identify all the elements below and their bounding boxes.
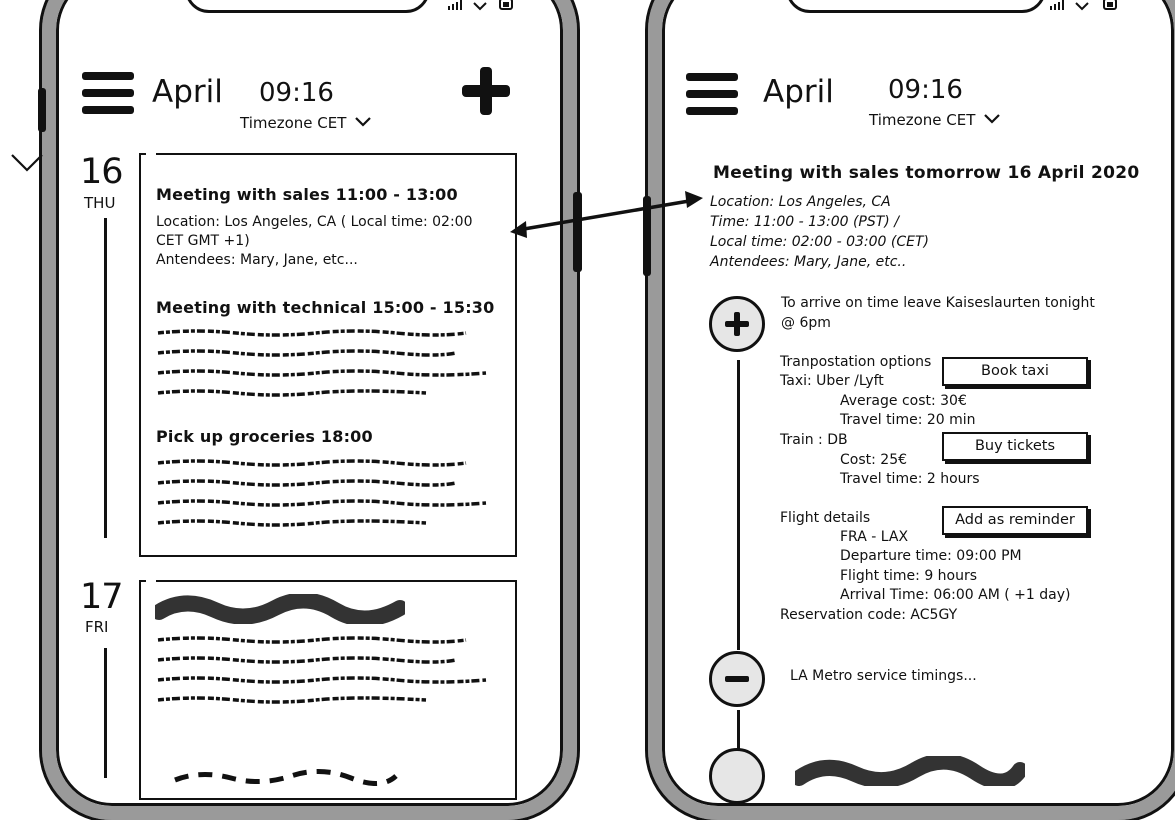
left-phone-side-button [38, 88, 46, 132]
flight-duration: Flight time: 9 hours [840, 568, 978, 584]
transport-heading: Tranpostation options [780, 354, 932, 370]
right-status-time [704, 0, 751, 1]
expand-plus-icon[interactable] [709, 296, 765, 352]
scribbled-text [156, 325, 491, 401]
arrival-note-cont: @ 6pm [781, 315, 831, 331]
hamburger-menu-icon[interactable] [82, 70, 134, 116]
chevron-down-icon [983, 113, 1001, 125]
train-line: Train : DB [780, 432, 848, 448]
scribbled-heading [155, 594, 405, 624]
flight-arrival: Arrival Time: 06:00 AM ( +1 day) [840, 587, 1071, 603]
day-number-17: 17 [80, 577, 123, 617]
current-time: 09:16 [888, 75, 963, 105]
flight-route: FRA - LAX [840, 529, 909, 545]
event-location: Location: Los Angeles, CA ( Local time: 02:00 [156, 214, 473, 230]
arrival-note: To arrive on time leave Kaiseslaurten tonight [781, 295, 1095, 311]
day-events-card [139, 580, 517, 800]
collapse-minus-icon[interactable] [709, 651, 765, 707]
chevron-down-icon [354, 116, 372, 128]
hamburger-menu-icon[interactable] [686, 71, 738, 117]
taxi-cost: Average cost: 30€ [840, 393, 967, 409]
taxi-time: Travel time: 20 min [840, 412, 976, 428]
event-title[interactable]: Pick up groceries 18:00 [156, 427, 373, 446]
event-attendees: Antendees: Mary, Jane, etc... [156, 252, 358, 268]
flight-heading: Flight details [780, 510, 871, 526]
day-events-card [139, 153, 517, 557]
add-event-button[interactable] [462, 67, 510, 115]
scribbled-text [156, 632, 491, 708]
day-name-fri: FRI [85, 618, 109, 636]
event-location-cont: CET GMT +1) [156, 233, 250, 249]
left-status-time [100, 0, 147, 1]
card-corner-gap [146, 579, 156, 583]
month-title: April [152, 74, 223, 110]
right-status-icons [1046, 0, 1121, 8]
timezone-selector[interactable] [240, 113, 372, 133]
taxi-line: Taxi: Uber /Lyft [780, 373, 884, 389]
event-title[interactable]: Meeting with technical 15:00 - 15:30 [156, 298, 495, 317]
book-taxi-button[interactable]: Book taxi [942, 357, 1088, 386]
add-as-reminder-button[interactable]: Add as reminder [942, 506, 1088, 535]
timezone-label: Timezone CET [240, 114, 347, 132]
day-name-thu: THU [84, 194, 116, 212]
signal-icon [444, 0, 514, 11]
scribbled-text [156, 455, 491, 531]
current-time: 09:16 [259, 78, 334, 108]
detail-timeline-line [737, 710, 740, 750]
meeting-detail-title: Meeting with sales tomorrow 16 April 2020 [713, 163, 1140, 183]
left-phone-notch [185, 0, 430, 13]
day-timeline-line [104, 648, 107, 778]
train-cost: Cost: 25€ [840, 452, 908, 468]
scribbled-heading [171, 766, 401, 786]
detail-attendees: Antendees: Mary, Jane, etc.. [710, 254, 907, 270]
train-time: Travel time: 2 hours [840, 471, 980, 487]
collapse-chevron-icon[interactable] [10, 152, 44, 172]
left-status-icons [444, 0, 514, 8]
month-title: April [763, 74, 834, 110]
event-title[interactable]: Meeting with sales 11:00 - 13:00 [156, 185, 458, 204]
timezone-label: Timezone CET [869, 111, 976, 129]
plus-icon [462, 67, 510, 115]
right-phone-notch [786, 0, 1046, 13]
card-corner-gap [146, 152, 156, 156]
detail-local-time: Local time: 02:00 - 03:00 (CET) [710, 234, 929, 250]
day-number-16: 16 [80, 152, 123, 192]
day-timeline-line [104, 218, 107, 538]
expand-circle-icon[interactable] [709, 748, 765, 804]
metro-note[interactable]: LA Metro service timings... [790, 668, 977, 684]
detail-location: Location: Los Angeles, CA [710, 194, 891, 210]
flight-departure: Departure time: 09:00 PM [840, 548, 1022, 564]
detail-time: Time: 11:00 - 13:00 (PST) / [710, 214, 899, 230]
double-arrow-icon [500, 185, 715, 245]
buy-tickets-button[interactable]: Buy tickets [942, 432, 1088, 461]
scribbled-heading [795, 756, 1025, 786]
reservation-code: Reservation code: AC5GY [780, 607, 958, 623]
timezone-selector[interactable] [869, 110, 1001, 130]
detail-timeline-line [737, 360, 740, 650]
